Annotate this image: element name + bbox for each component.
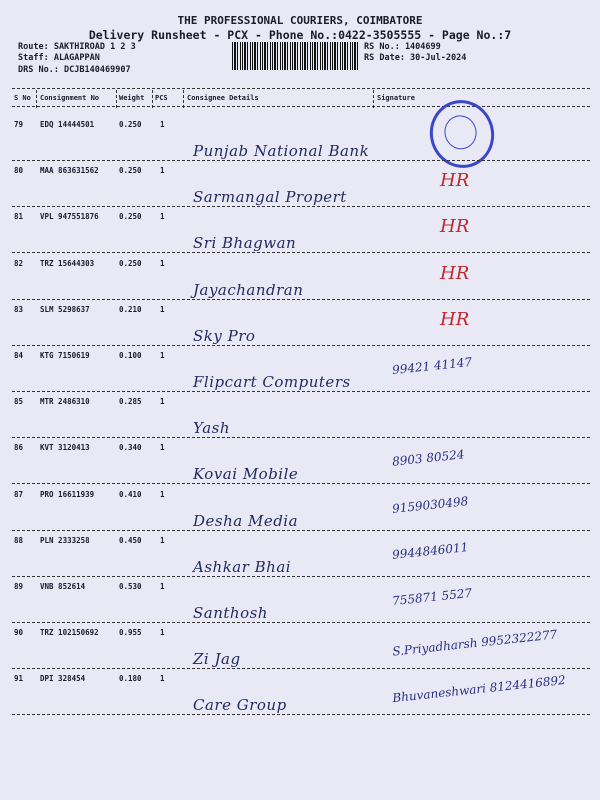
row-consignee: Flipcart Computers: [193, 373, 351, 391]
col-sep: [116, 90, 117, 108]
row-consignment: EDQ 14444501: [40, 120, 95, 129]
row-signature: S.Priyadharsh 9952322277: [391, 627, 558, 659]
row-pcs: 1: [160, 258, 165, 268]
row-divider: [12, 530, 590, 531]
col-consignee: Consignee Details: [187, 94, 259, 102]
row-consignee: Santhosh: [193, 604, 268, 622]
row-weight: 0.250: [119, 120, 142, 129]
row-signature: 9944846011: [391, 539, 469, 562]
row-consignee: Desha Media: [193, 511, 299, 530]
row-sno: 87: [14, 489, 24, 499]
row-pcs: 1: [160, 443, 165, 453]
row-consignee: Jayachandran: [193, 280, 304, 299]
col-sep: [183, 90, 184, 108]
row-signature: HR: [440, 308, 470, 330]
row-signature: HR: [440, 216, 470, 238]
row-divider: [12, 622, 590, 623]
row-pcs: 1: [160, 674, 165, 684]
row-weight: 0.955: [119, 628, 142, 638]
row-consignment: KVT 3120413: [40, 443, 90, 453]
row-weight: 0.285: [119, 397, 142, 407]
row-weight: 0.530: [119, 582, 142, 591]
row-signature: 99421 41147: [391, 354, 473, 378]
row-consignment: DPI 328454: [40, 674, 86, 684]
col-weight: Weight: [119, 94, 145, 102]
row-sno: 82: [14, 258, 24, 268]
row-consignee: Care Group: [193, 696, 287, 715]
row-weight: 0.180: [119, 674, 142, 684]
col-sep: [373, 90, 374, 108]
row-pcs: 1: [160, 397, 165, 407]
row-consignment: TRZ 102150692: [40, 628, 99, 638]
rs-number: RS No.: 1404699: [364, 42, 441, 52]
row-sno: 84: [14, 351, 24, 360]
document-title: THE PROFESSIONAL COURIERS, COIMBATORE: [177, 14, 423, 27]
row-pcs: 1: [160, 351, 165, 360]
row-pcs: 1: [160, 304, 165, 314]
row-consignee: Zi Jag: [193, 650, 241, 669]
row-divider: [12, 345, 590, 346]
row-sno: 91: [14, 674, 24, 684]
col-sno: S No: [14, 94, 31, 102]
row-weight: 0.250: [119, 212, 142, 222]
divider: [12, 88, 590, 89]
row-divider: [12, 483, 590, 484]
row-divider: [12, 668, 590, 669]
row-pcs: 1: [160, 582, 165, 591]
row-sno: 86: [14, 443, 24, 453]
row-sno: 85: [14, 397, 24, 407]
row-consignee: Sky Pro: [193, 326, 256, 345]
document-subtitle: Delivery Runsheet - PCX - Phone No.:0422-3505555 - Page No.:7: [88, 28, 512, 42]
row-pcs: 1: [160, 489, 165, 499]
row-signature: HR: [440, 170, 470, 192]
divider: [12, 106, 590, 107]
row-weight: 0.100: [119, 351, 142, 360]
row-weight: 0.210: [119, 304, 142, 314]
row-divider: [12, 437, 590, 438]
row-consignee: Ashkar Bhai: [193, 557, 292, 576]
row-divider: [12, 576, 590, 577]
row-consignment: TRZ 15644303: [40, 258, 95, 268]
row-consignee: Kovai Mobile: [193, 465, 299, 484]
row-consignment: PLN 2333258: [40, 535, 90, 545]
row-divider: [12, 160, 590, 161]
row-sno: 81: [14, 212, 24, 222]
barcode: [232, 42, 360, 70]
row-signature: Bhuvaneshwari 8124416892: [391, 673, 567, 706]
col-sep: [152, 90, 153, 108]
row-pcs: 1: [160, 120, 165, 129]
route-label: Route: SAKTHIROAD 1 2 3: [18, 42, 136, 52]
row-sno: 88: [14, 535, 24, 545]
drs-label: DRS No.: DCJB140469907: [18, 65, 131, 75]
row-sno: 90: [14, 628, 24, 638]
col-signature: Signature: [377, 94, 415, 102]
row-consignment: MTR 2486310: [40, 397, 90, 407]
row-weight: 0.410: [119, 489, 142, 499]
row-sno: 79: [14, 120, 24, 129]
row-weight: 0.250: [119, 258, 142, 268]
row-signature: HR: [440, 262, 470, 284]
row-signature: 8903 80524: [391, 447, 466, 470]
row-pcs: 1: [160, 166, 165, 176]
row-pcs: 1: [160, 628, 165, 638]
row-divider: [12, 714, 590, 715]
row-sno: 83: [14, 304, 24, 314]
rs-date: RS Date: 30-Jul-2024: [364, 53, 467, 63]
row-divider: [12, 299, 590, 300]
row-divider: [12, 206, 590, 207]
col-sep: [36, 90, 37, 108]
row-consignee: Yash: [193, 419, 231, 438]
col-consignment: Consignment No: [40, 94, 100, 102]
row-consignment: VPL 947551876: [40, 212, 99, 222]
row-consignment: VNB 852614: [40, 582, 86, 591]
row-consignment: PRO 16611939: [40, 489, 95, 499]
row-consignee: Sri Bhagwan: [193, 234, 297, 253]
row-signature: 755871 5527: [391, 585, 473, 609]
row-divider: [12, 252, 590, 253]
col-pcs: PCS: [155, 94, 168, 102]
row-consignment: SLM 5298637: [40, 304, 90, 314]
row-weight: 0.450: [119, 535, 142, 545]
row-pcs: 1: [160, 212, 165, 222]
staff-label: Staff: ALAGAPPAN: [18, 53, 100, 63]
row-divider: [12, 391, 590, 392]
row-signature: 9159030498: [391, 493, 469, 516]
row-sno: 89: [14, 582, 24, 591]
row-weight: 0.250: [119, 166, 142, 176]
row-sno: 80: [14, 166, 24, 176]
row-consignee: Punjab National Bank: [193, 142, 370, 160]
row-consignment: KTG 7150619: [40, 351, 90, 360]
row-weight: 0.340: [119, 443, 142, 453]
row-pcs: 1: [160, 535, 165, 545]
row-consignment: MAA 863631562: [40, 166, 99, 176]
row-consignee: Sarmangal Propert: [193, 188, 347, 207]
